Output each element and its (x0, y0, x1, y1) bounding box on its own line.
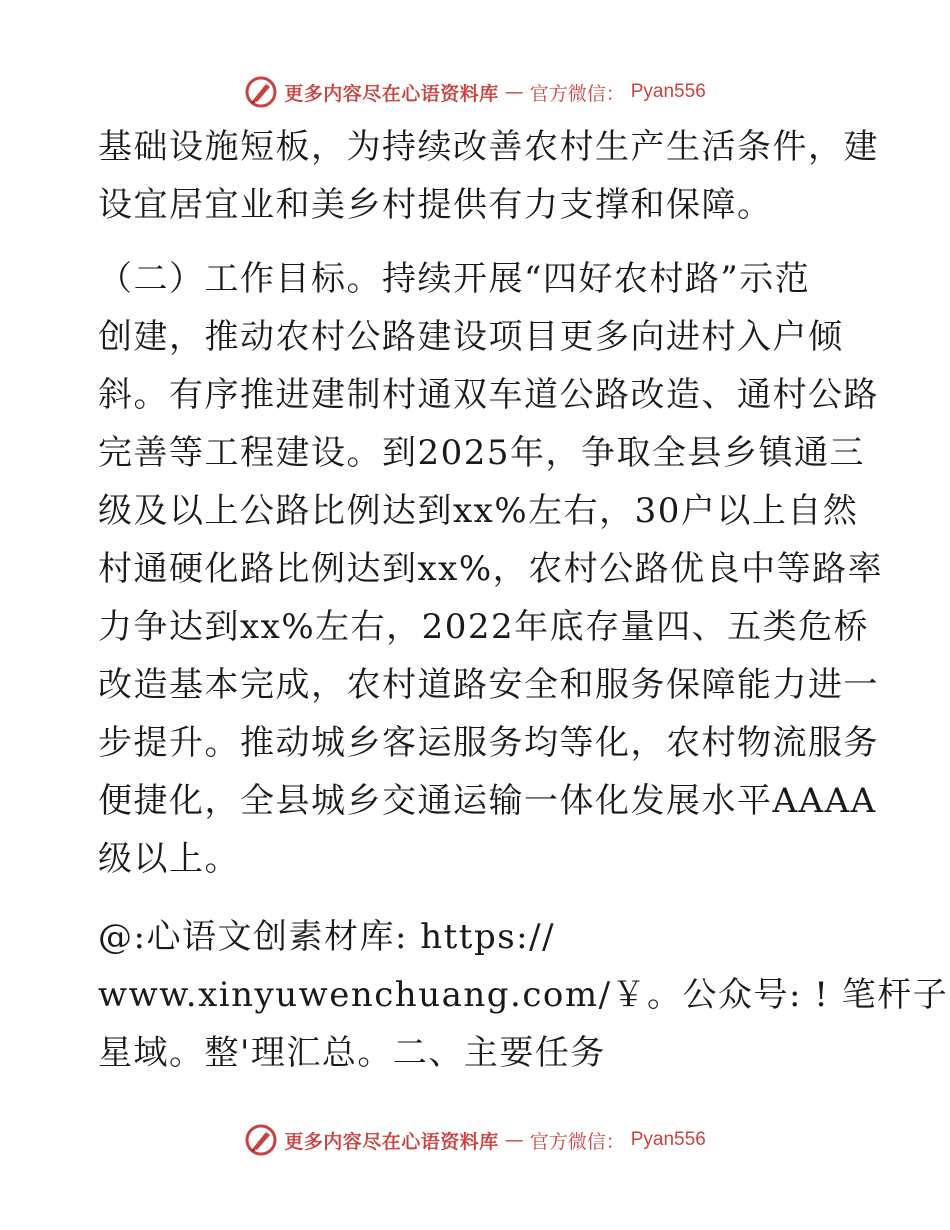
watermark-dash: — (504, 1129, 524, 1151)
brush-pen-logo-icon (244, 1123, 278, 1157)
watermark-text: 更多内容尽在心语资料库 (284, 82, 499, 105)
text-line: 级以上。 (98, 839, 240, 879)
text-line: 完善等工程建设。到2025年，争取全县乡镇通三 (98, 433, 866, 473)
text-line: 级及以上公路比例达到xx%左右，30户以上自然 (98, 491, 859, 531)
watermark-wechat-id: Pyan556 (630, 1129, 706, 1150)
text-line: 设宜居宜业和美乡村提供有力支撑和保障。 (98, 185, 773, 225)
watermark-official-label: 官方微信： (529, 1130, 625, 1153)
watermark-dash: — (504, 81, 524, 103)
text-line: 斜。有序推进建制村通双车道公路改造、通村公路 (98, 375, 879, 415)
text-line: www.xinyuwenchuang.com/￥。公众号: ! 笔杆子 (98, 975, 949, 1015)
paragraph-1 (98, 118, 879, 234)
paragraph-2-work-goals (98, 250, 884, 888)
header-watermark (0, 72, 950, 112)
watermark-wechat-id: Pyan556 (630, 81, 706, 102)
watermark-text: 更多内容尽在心语资料库 (284, 1130, 499, 1153)
text-line: 力争达到xx%左右，2022年底存量四、五类危桥 (98, 607, 870, 647)
text-line: 便捷化，全县城乡交通运输一体化发展水平AAAA (98, 781, 877, 821)
brush-pen-logo-icon (244, 75, 278, 109)
text-line: 村通硬化路比例达到xx%，农村公路优良中等路率 (98, 549, 884, 589)
text-line: （二）工作目标。持续开展“四好农村路”示范 (98, 259, 811, 299)
footer-watermark (0, 1120, 950, 1160)
text-line: 步提升。推动城乡客运服务均等化，农村物流服务 (98, 723, 879, 763)
text-line: 星域。整'理汇总。二、主要任务 (98, 1033, 606, 1073)
paragraph-3-source-note (98, 908, 949, 1082)
watermark-official-label: 官方微信： (529, 82, 625, 105)
text-line: 基础设施短板，为持续改善农村生产生活条件，建 (98, 127, 879, 167)
text-line: @:心语文创素材库: https:// (98, 917, 556, 957)
text-line: 创建，推动农村公路建设项目更多向进村入户倾 (98, 317, 844, 357)
text-line: 改造基本完成，农村道路安全和服务保障能力进一 (98, 665, 879, 705)
